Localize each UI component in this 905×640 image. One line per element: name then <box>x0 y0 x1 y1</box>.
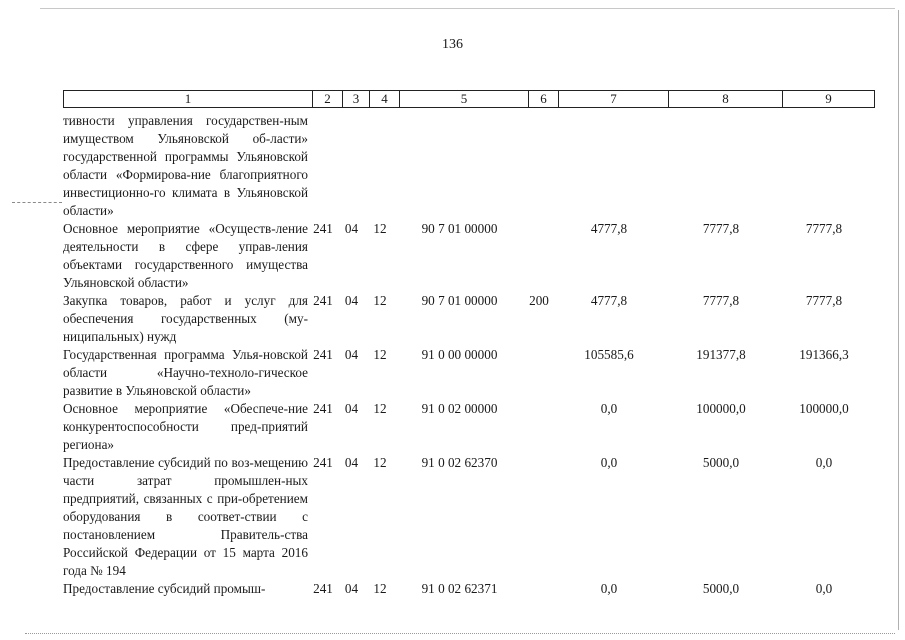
cell-col-4 <box>365 112 395 220</box>
cell-col-2 <box>308 112 338 220</box>
column-header-3: 3 <box>342 91 369 107</box>
cell-col-4: 12 <box>373 347 387 362</box>
cell-col-2: 241 <box>313 581 333 596</box>
row-description: Предоставление субсидий по воз-мещению части затрат промышлен-ных предприятий, связанных с при-обретением оборудования в соответ-ствии с постановлением Правитель-ства Российской Федерации от 15 марта 2016 года № 194 <box>63 455 308 578</box>
cell-col-2: 241 <box>313 455 333 470</box>
cell-col-7: 4777,8 <box>590 221 628 236</box>
cell-col-9: 0,0 <box>815 581 833 596</box>
column-header-9: 9 <box>782 91 874 107</box>
cell-col-4: 12 <box>373 455 387 470</box>
cell-col-6 <box>524 454 554 580</box>
cell-col-4: 12 <box>373 401 387 416</box>
table-row <box>63 346 870 400</box>
cell-col-7: 0,0 <box>600 581 618 596</box>
page-number: 136 <box>442 37 463 52</box>
cell-col-7: 0,0 <box>600 401 618 416</box>
cell-col-5 <box>395 112 524 220</box>
scan-artifact-dash <box>12 202 62 203</box>
row-description: Закупка товаров, работ и услуг для обеспечения государственных (му-ниципальных) нужд <box>63 293 308 344</box>
cell-col-6: 200 <box>529 293 549 308</box>
cell-col-8: 5000,0 <box>702 581 740 596</box>
column-header-7: 7 <box>558 91 668 107</box>
cell-col-9: 100000,0 <box>799 401 849 416</box>
cell-col-8: 5000,0 <box>702 455 740 470</box>
cell-col-2: 241 <box>313 401 333 416</box>
cell-col-8: 100000,0 <box>696 401 746 416</box>
cell-col-2: 241 <box>313 221 333 236</box>
cell-col-3: 04 <box>344 221 359 236</box>
column-header-5: 5 <box>399 91 528 107</box>
table-row <box>63 400 870 454</box>
column-header-2: 2 <box>312 91 342 107</box>
row-description: Предоставление субсидий промыш- <box>63 581 266 596</box>
cell-col-8: 7777,8 <box>702 221 740 236</box>
cell-col-9: 7777,8 <box>805 221 843 236</box>
cell-col-5: 90 7 01 00000 <box>421 293 498 308</box>
cell-col-7: 105585,6 <box>584 347 634 362</box>
cell-col-7 <box>554 112 664 220</box>
cell-col-9: 191366,3 <box>799 347 849 362</box>
cell-col-8: 7777,8 <box>702 293 740 308</box>
cell-col-4: 12 <box>373 221 387 236</box>
cell-col-3: 04 <box>344 347 359 362</box>
scan-edge-right <box>898 10 899 630</box>
cell-col-6 <box>524 400 554 454</box>
cell-col-2: 241 <box>313 347 333 362</box>
table-row <box>63 112 870 220</box>
table-row <box>63 580 870 598</box>
cell-col-7: 0,0 <box>600 455 618 470</box>
cell-col-8 <box>664 112 778 220</box>
row-description: Государственная программа Улья-новской области «Научно-техноло-гическое развитие в Ульяновской области» <box>63 347 308 398</box>
table-row <box>63 292 870 346</box>
scan-edge-top <box>40 8 895 9</box>
cell-col-4: 12 <box>373 293 387 308</box>
cell-col-2: 241 <box>313 293 333 308</box>
row-description: тивности управления государствен-ным имуществом Ульяновской об-ласти» государственной программы Ульяновской области «Формирова-ние благоприятного инвестиционно-го климата в Ульяновской области» <box>63 113 308 218</box>
row-description: Основное мероприятие «Осуществ-ление деятельности в сфере управ-ления объектами государственного имущества Ульяновской области» <box>63 221 308 290</box>
table-row <box>63 220 870 292</box>
table-row <box>63 454 870 580</box>
cell-col-5: 91 0 02 62371 <box>421 581 498 596</box>
cell-col-3 <box>338 112 365 220</box>
cell-col-3: 04 <box>344 581 359 596</box>
cell-col-5: 91 0 02 00000 <box>421 401 498 416</box>
cell-col-3: 04 <box>344 455 359 470</box>
cell-col-3: 04 <box>344 293 359 308</box>
cell-col-5: 91 0 00 00000 <box>421 347 498 362</box>
cell-col-6 <box>524 220 554 292</box>
table-body <box>63 112 870 598</box>
cell-col-6 <box>524 112 554 220</box>
cell-col-9: 0,0 <box>815 455 833 470</box>
cell-col-5: 91 0 02 62370 <box>421 455 498 470</box>
cell-col-9 <box>778 112 870 220</box>
cell-col-6 <box>524 580 554 598</box>
cell-col-9: 7777,8 <box>805 293 843 308</box>
column-header-6: 6 <box>528 91 558 107</box>
scan-edge-bottom <box>25 633 895 634</box>
cell-col-6 <box>524 346 554 400</box>
cell-col-7: 4777,8 <box>590 293 628 308</box>
cell-col-4: 12 <box>373 581 387 596</box>
row-description: Основное мероприятие «Обеспече-ние конкурентоспособности пред-приятий региона» <box>63 401 308 452</box>
cell-col-3: 04 <box>344 401 359 416</box>
column-header-1: 1 <box>184 91 192 106</box>
table-header-row <box>63 90 875 108</box>
column-header-4: 4 <box>369 91 399 107</box>
cell-col-8: 191377,8 <box>696 347 746 362</box>
cell-col-5: 90 7 01 00000 <box>421 221 498 236</box>
column-header-8: 8 <box>668 91 782 107</box>
